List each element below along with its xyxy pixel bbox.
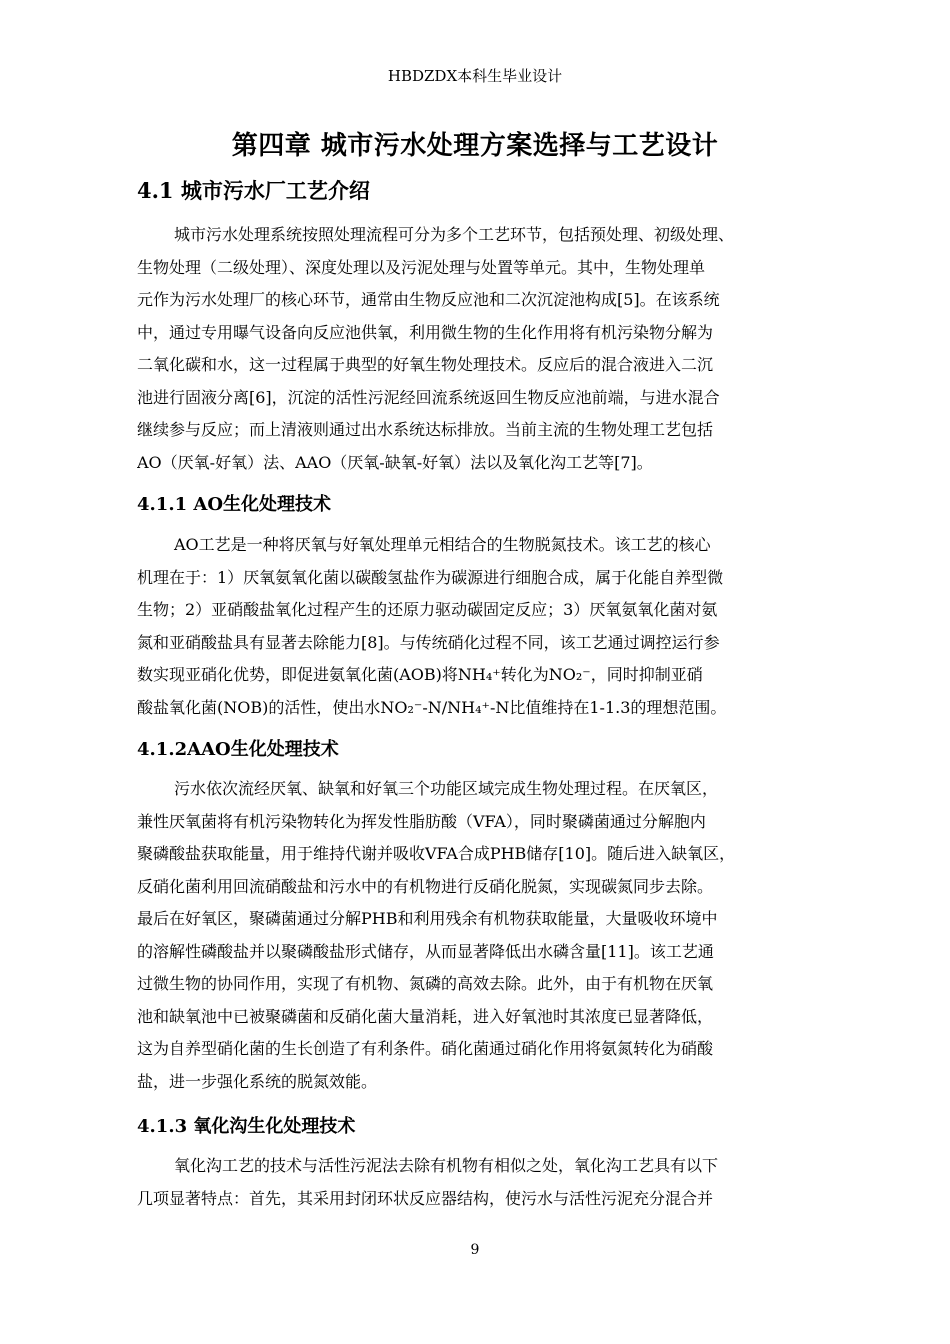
section-4-1-3-paragraph: [137, 1150, 837, 1215]
paragraph-line: 兼性厌氧菌将有机污染物转化为挥发性脂肪酸（VFA），同时聚磷菌通过分解胞内: [137, 811, 706, 831]
paragraph-line: 几项显著特点：首先，其采用封闭环状反应器结构，使污水与活性污泥充分混合并: [137, 1188, 714, 1208]
section-4-1-2-paragraph: [137, 773, 837, 1098]
paragraph-line: 城市污水处理系统按照处理流程可分为多个工艺环节，包括预处理、初级处理、: [174, 225, 735, 244]
paragraph-line: 最后在好氧区，聚磷菌通过分解PHB和利用残余有机物获取能量，大量吸收环境中: [137, 909, 718, 928]
page-number: 9: [470, 1242, 480, 1258]
paragraph-line: 池和缺氧池中已被聚磷菌和反硝化菌大量消耗，进入好氧池时其浓度已显著降低，: [137, 1006, 714, 1026]
paragraph-line: 过微生物的协同作用，实现了有机物、氮磷的高效去除。此外，由于有机物在厌氧: [137, 974, 714, 993]
paragraph-line: 氧化沟工艺的技术与活性污泥法去除有机物有相似之处，氧化沟工艺具有以下: [174, 1156, 719, 1175]
paragraph-line: 的溶解性磷酸盐并以聚磷酸盐形式储存，从而显著降低出水磷含量[11]。该工艺通: [137, 941, 714, 961]
paragraph-line: 盐，进一步强化系统的脱氮效能。: [137, 1071, 378, 1091]
section-4-1-1-title: 4.1.1 AO生化处理技术: [137, 494, 332, 515]
paragraph-line: 氮和亚硝酸盐具有显著去除能力[8]。与传统硝化过程不同，该工艺通过调控运行参: [137, 632, 720, 652]
paragraph-line: 池进行固液分离[6]，沉淀的活性污泥经回流系统返回生物反应池前端，与进水混合: [137, 387, 720, 407]
paragraph-line: 生物；2）亚硝酸盐氧化过程产生的还原力驱动碳固定反应；3）厌氧氨氧化菌对氨: [137, 600, 718, 619]
paragraph-line: 生物处理（二级处理）、深度处理以及污泥处理与处置等单元。其中，生物处理单: [137, 257, 706, 277]
page-header: HBDZDX本科生毕业设计: [387, 67, 563, 85]
paragraph-line: 酸盐氧化菌(NOB)的活性，使出水NO₂⁻-N/NH₄⁺-N比值维持在1-1.3的理想范围。: [137, 697, 727, 717]
paragraph-line: 数实现亚硝化优势，即促进氨氧化菌(AOB)将NH₄⁺转化为NO₂⁻，同时抑制亚硝: [137, 665, 703, 684]
section-4-1-paragraph: [137, 219, 837, 479]
section-4-1-title: 4.1 城市污水厂工艺介绍: [137, 178, 370, 203]
paragraph-line: 元作为污水处理厂的核心环节，通常由生物反应池和二次沉淀池构成[5]。在该系统: [137, 290, 720, 309]
paragraph-line: 聚磷酸盐获取能量，用于维持代谢并吸收VFA合成PHB储存[10]。随后进入缺氧区，: [137, 844, 736, 863]
paragraph-line: 机理在于：1）厌氧氨氧化菌以碳酸氢盐作为碳源进行细胞合成，属于化能自养型微: [137, 567, 724, 587]
chapter-title: 第四章 城市污水处理方案选择与工艺设计: [231, 131, 719, 161]
paragraph-line: AO（厌氧-好氧）法、AAO（厌氧-缺氧-好氧）法以及氧化沟工艺等[7]。: [137, 452, 653, 472]
paragraph-line: 反硝化菌利用回流硝酸盐和污水中的有机物进行反硝化脱氮，实现碳氮同步去除。: [137, 876, 714, 896]
section-4-1-2-title: 4.1.2AAO生化处理技术: [137, 739, 339, 760]
section-4-1-1-paragraph: [137, 529, 837, 724]
paragraph-line: 中，通过专用曝气设备向反应池供氧，利用微生物的生化作用将有机污染物分解为: [137, 322, 714, 342]
section-4-1-3-title: 4.1.3 氧化沟生化处理技术: [137, 1116, 356, 1137]
paragraph-line: 继续参与反应；而上清液则通过出水系统达标排放。当前主流的生物处理工艺包括: [137, 420, 714, 439]
paragraph-line: 污水依次流经厌氧、缺氧和好氧三个功能区域完成生物处理过程。在厌氧区，: [174, 779, 719, 798]
paragraph-line: AO工艺是一种将厌氧与好氧处理单元相结合的生物脱氮技术。该工艺的核心: [174, 535, 711, 554]
paragraph-line: 这为自养型硝化菌的生长创造了有利条件。硝化菌通过硝化作用将氨氮转化为硝酸: [137, 1039, 714, 1058]
paragraph-line: 二氧化碳和水，这一过程属于典型的好氧生物处理技术。反应后的混合液进入二沉: [137, 355, 714, 374]
